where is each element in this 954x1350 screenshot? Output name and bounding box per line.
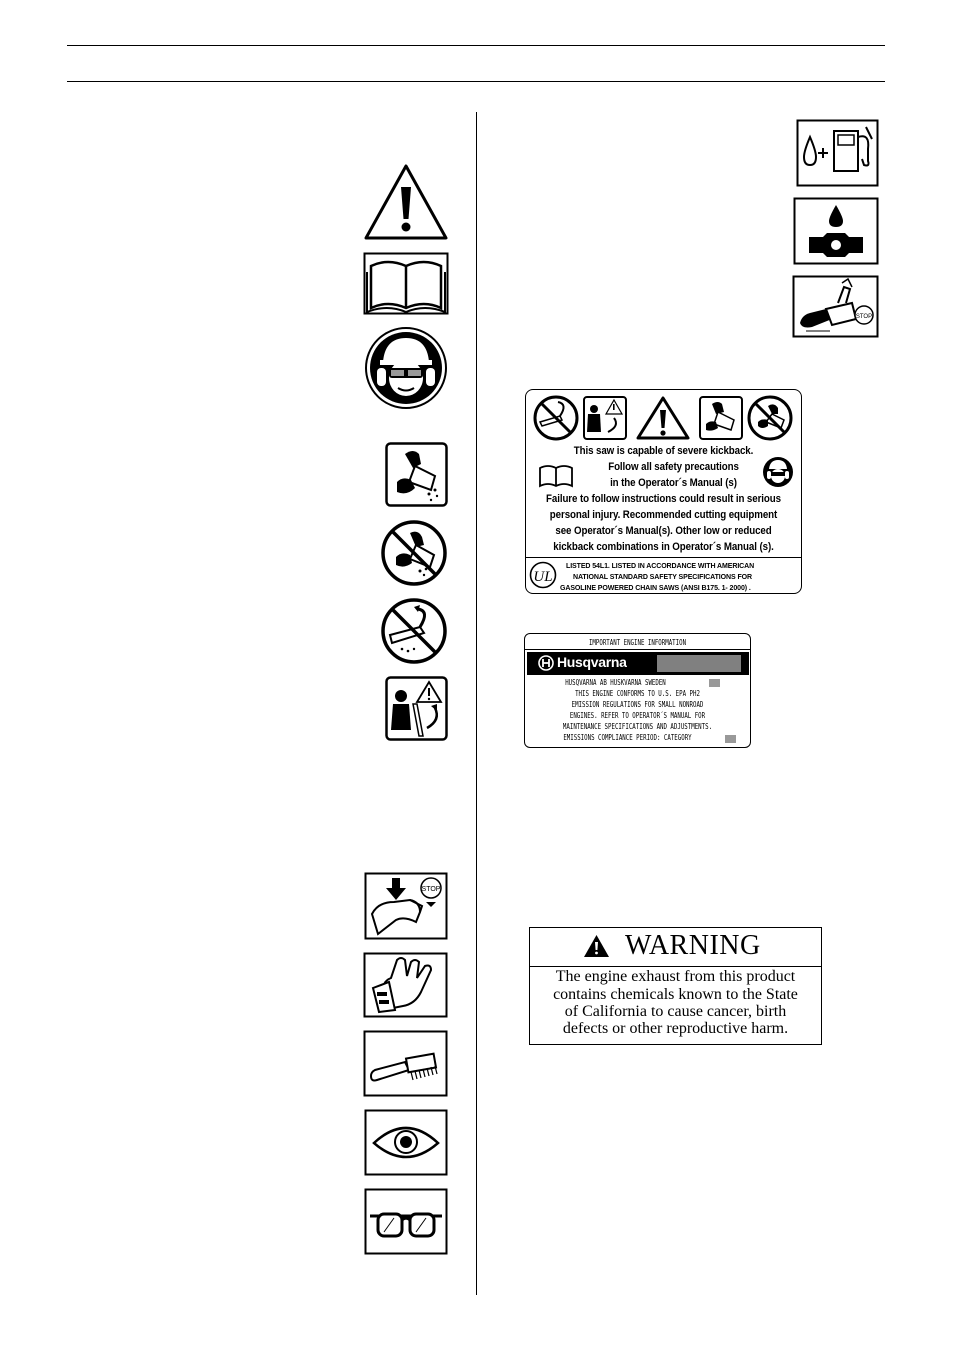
engine-header-rule — [525, 649, 750, 650]
engine-line-5: MAINTENANCE SPECIFICATIONS AND ADJUSTMENTS. — [562, 722, 713, 731]
ul-mark-text: UL — [533, 569, 553, 585]
warning-line-4: defects or other reproductive harm. — [562, 1020, 789, 1037]
husqvarna-logo-icon — [538, 655, 554, 671]
kickback-line-1: This saw is capable of severe kickback. — [573, 445, 754, 457]
kickback-chain-brake-icon — [385, 676, 448, 741]
engine-brand-bar — [527, 652, 749, 675]
chain-brake-hand-guard-icon — [363, 952, 448, 1018]
fuel-mixture-icon — [796, 119, 879, 187]
kickback-line-7: kickback combinations in Operator´s Manual (s). — [553, 541, 774, 553]
no-tip-contact-icon — [380, 597, 448, 665]
kickback-icon-row — [532, 394, 794, 442]
warning-triangle-icon — [638, 398, 688, 438]
ul-line-2: NATIONAL STANDARD SAFETY SPECIFICATIONS FOR — [573, 572, 753, 581]
ul-line-3: GASOLINE POWERED CHAIN SAWS (ANSI B175. 1- 2000) . — [560, 583, 751, 592]
kickback-line-4: Failure to follow instructions could result in serious — [546, 493, 781, 505]
chain-oil-icon — [793, 197, 879, 265]
stop-switch-icon — [364, 872, 448, 940]
engine-category-field — [725, 735, 736, 743]
stop-label: STOP — [855, 314, 873, 320]
helmet-ear-eye-protection-icon — [363, 326, 449, 410]
warning-title-row — [530, 928, 821, 967]
manual-book-icon — [538, 462, 574, 490]
warning-triangle-icon — [583, 934, 610, 958]
column-divider — [476, 112, 477, 1295]
prop65-warning-box — [529, 927, 822, 1045]
warning-line-3: of California to cause cancer, birth — [564, 1003, 787, 1020]
kickback-chain-brake-icon — [584, 397, 626, 439]
kickback-separator — [526, 557, 801, 558]
warning-line-1: The engine exhaust from this product — [555, 968, 796, 985]
engine-line-6: EMISSIONS COMPLIANCE PERIOD: CATEGORY — [563, 733, 692, 742]
engine-header: IMPORTANT ENGINE INFORMATION — [588, 638, 687, 647]
engine-line-3: EMISSION REGULATIONS FOR SMALL NONROAD — [571, 700, 704, 709]
engine-code-field — [709, 679, 720, 687]
ul-line-1: LISTED 54L1. LISTED IN ACCORDANCE WITH AMERICAN — [566, 561, 755, 570]
manual-book-icon — [363, 252, 449, 315]
engine-line-1: HUSQVARNA AB HUSKVARNA SWEDEN — [565, 678, 666, 687]
kickback-line-6: see Operator´s Manual(s). Other low or reduced — [555, 525, 772, 537]
engine-model-field — [657, 655, 741, 672]
warning-line-2: contains chemicals known to the State — [553, 986, 798, 1003]
warning-title: WARNING — [625, 930, 761, 961]
kickback-line-3: in the Operator´s Manual (s) — [610, 477, 737, 489]
no-one-hand-operation-icon — [749, 397, 791, 439]
kickback-warning-label — [525, 389, 802, 594]
visual-inspection-eye-icon — [364, 1109, 448, 1176]
ul-mark-icon — [529, 560, 557, 590]
warning-triangle-icon — [363, 163, 449, 241]
helmet-ear-eye-protection-icon — [762, 456, 794, 488]
header-rule-bottom — [67, 81, 885, 82]
engine-line-4: ENGINES. REFER TO OPERATOR´S MANUAL FOR — [569, 711, 706, 720]
one-hand-operation-icon — [385, 442, 448, 507]
header-rule-top — [67, 45, 885, 46]
kickback-line-2: Follow all safety precautions — [608, 461, 739, 473]
safety-glasses-icon — [364, 1188, 448, 1255]
stop-label: STOP — [421, 886, 441, 893]
one-hand-operation-icon — [700, 397, 742, 439]
kickback-line-5: personal injury. Recommended cutting equipment — [549, 509, 778, 521]
engine-brand-name: Husqvarna — [557, 654, 627, 670]
chain-brake-check-icon — [792, 275, 879, 338]
cleaning-brush-icon — [363, 1030, 448, 1097]
engine-information-label — [524, 633, 751, 748]
no-tip-contact-icon — [535, 397, 577, 439]
no-one-hand-operation-icon — [380, 519, 448, 587]
engine-line-2: THIS ENGINE CONFORMS TO U.S. EPA PH2 — [575, 689, 700, 698]
